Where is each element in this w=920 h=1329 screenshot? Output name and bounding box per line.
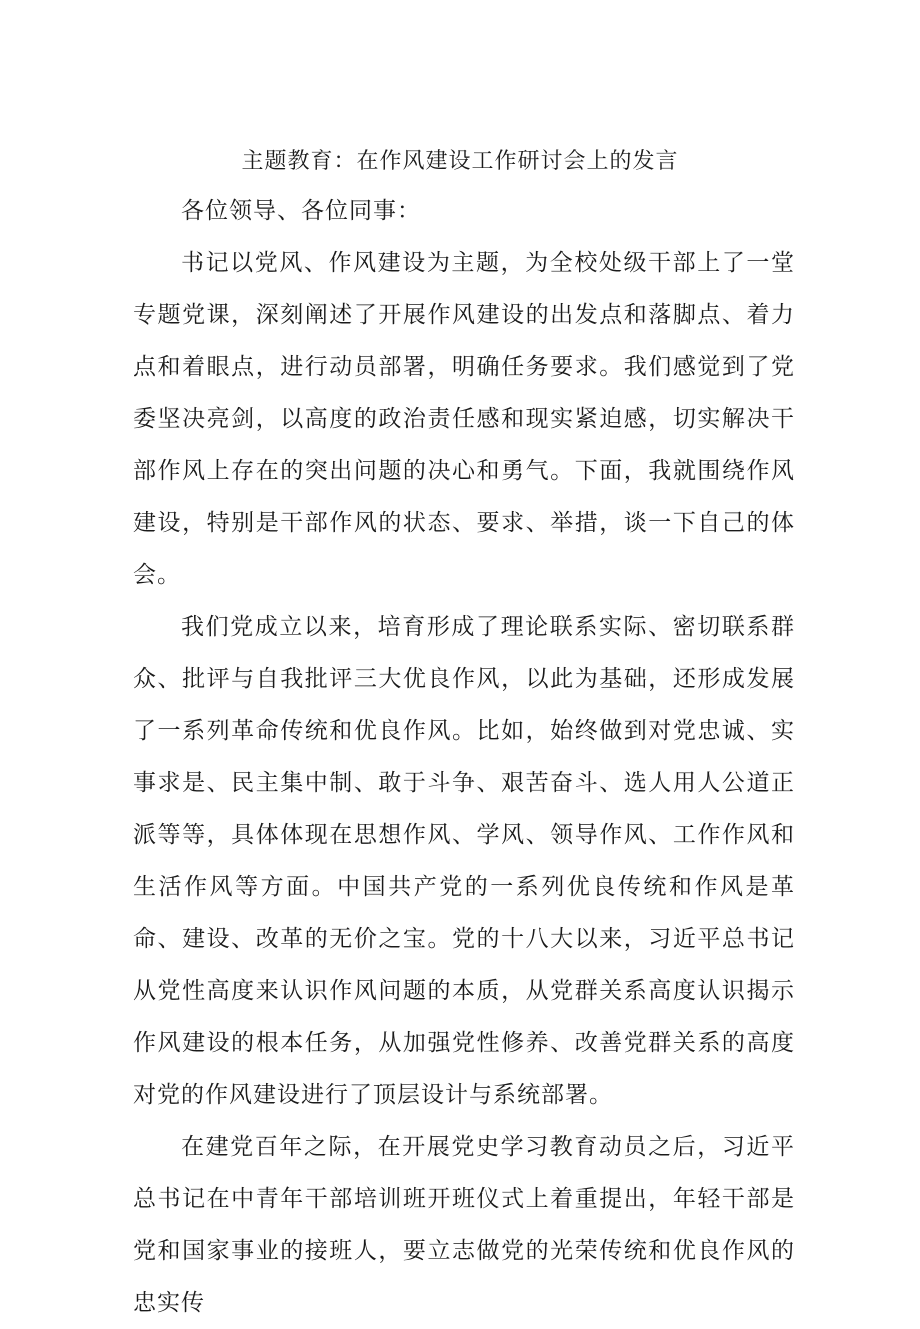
salutation: 各位领导、各位同事： xyxy=(181,198,421,224)
paragraph-1: 书记以党风、作风建设为主题，为全校处级干部上了一堂专题党课，深刻阐述了开展作风建设的出发点和落脚点、着力点和着眼点，进行动员部署，明确任务要求。我们感觉到了党委坚决亮剑，以高度的政治责任感和现实紧迫感，切实解决干部作风上存在的突出问题的决心和勇气。下面，我就围绕作风建设，特别是干部作风的状态、要求、举措，谈一下自己的体会。 xyxy=(133,250,795,588)
paragraph-2: 我们党成立以来，培育形成了理论联系实际、密切联系群众、批评与自我批评三大优良作风，以此为基础，还形成发展了一系列革命传统和优良作风。比如，始终做到对党忠诚、实事求是、民主集中制、敢于斗争、艰苦奋斗、选人用人公道正派等等，具体体现在思想作风、学风、领导作风、工作作风和生活作风等方面。中国共产党的一系列优良传统和作风是革命、建设、改革的无价之宝。党的十八大以来，习近平总书记从党性高度来认识作风问题的本质，从党群关系高度认识揭示作风建设的根本任务，从加强党性修养、改善党群关系的高度对党的作风建设进行了顶层设计与系统部署。 xyxy=(133,614,795,1108)
document-body xyxy=(133,185,795,1316)
paragraph-3: 在建党百年之际，在开展党史学习教育动员之后，习近平总书记在中青年干部培训班开班仪式上着重提出，年轻干部是党和国家事业的接班人，要立志做党的光荣传统和优良作风的忠实传 xyxy=(133,1134,795,1316)
document-title: 主题教育：在作风建设工作研讨会上的发言 xyxy=(241,149,679,174)
